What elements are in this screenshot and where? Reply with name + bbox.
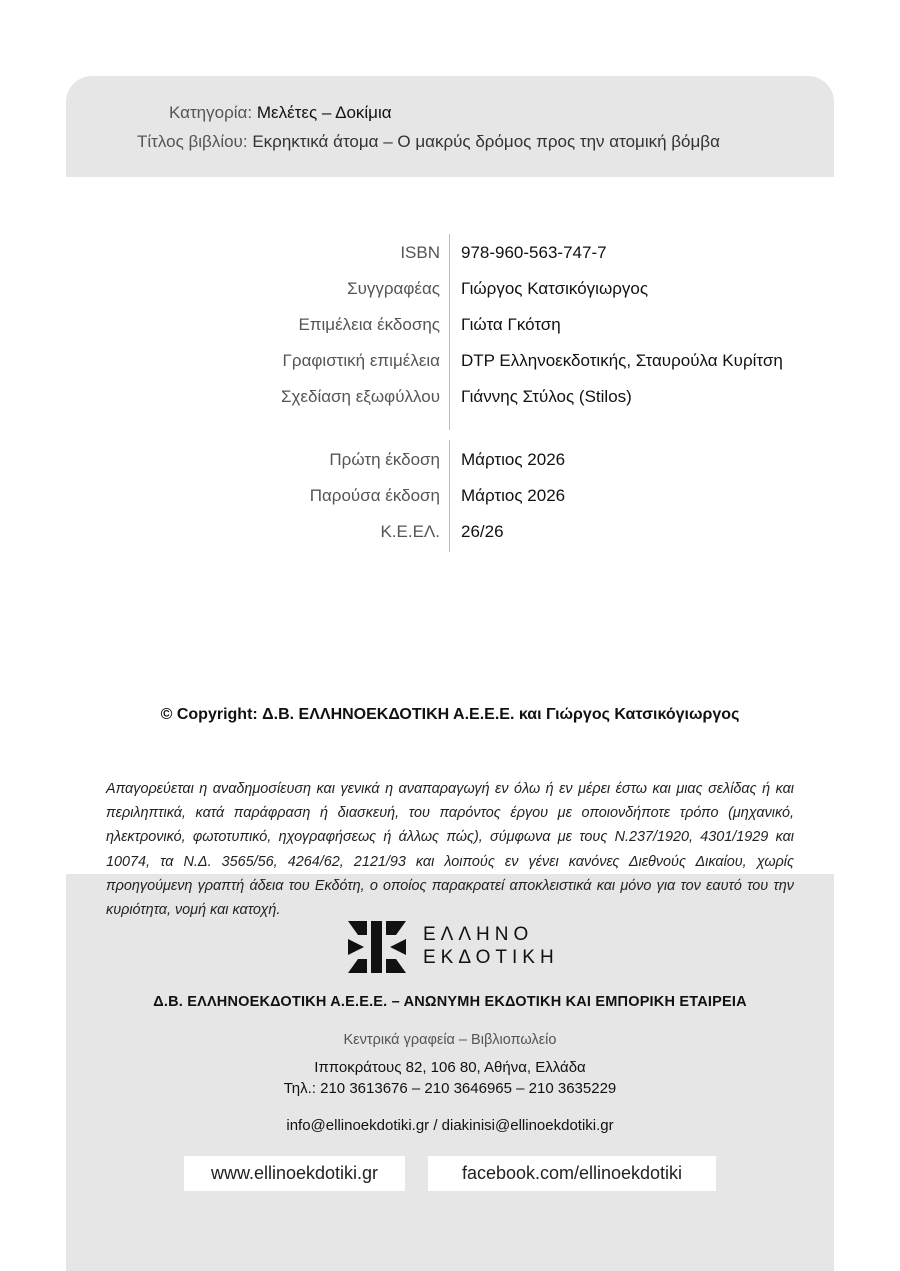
logo-text-line1: ΕΛΛΗΝΟ — [423, 924, 534, 945]
website-link[interactable]: www.ellinoekdotiki.gr — [184, 1156, 405, 1191]
edition-row-keel — [66, 516, 834, 552]
details-row-graphics — [66, 345, 834, 381]
publisher-footer — [66, 874, 834, 1271]
details-row-isbn — [66, 237, 834, 273]
category-value: Μελέτες – Δοκίμια — [256, 103, 392, 122]
edition-row-first — [66, 444, 834, 480]
phone-numbers: Τηλ.: 210 3613676 – 210 3646965 – 210 3635229 — [283, 1080, 617, 1097]
title-line — [137, 132, 720, 152]
graphics-label: Γραφιστική επιμέλεια — [282, 351, 440, 370]
isbn-label: ISBN — [400, 243, 440, 262]
details-panel — [66, 177, 834, 919]
cover-label: Σχεδίαση εξωφύλλου — [280, 387, 440, 406]
details-row-editor — [66, 309, 834, 345]
category-line — [169, 103, 392, 123]
colophon-card — [66, 76, 834, 1271]
office-label: Κεντρικά γραφεία – Βιβλιοπωλείο — [343, 1032, 557, 1048]
graphics-value: DTP Ελληνοεκδοτικής, Σταυρούλα Κυρίτση — [461, 351, 783, 370]
reproduction-disclaimer: Απαγορεύεται η αναδημοσίευση και γενικά η αναπαραγωγή εν όλω ή εν μέρει έστω και μιας σελίδας ή και περιληπτικά, κατά παράφραση ή διασκευή, του παρόντος έργου με οποιονδήποτε τρόπο (μηχανικό, ηλεκτρονικό, φωτοτυπικό, ηχογραφήσεως ή άλλως πώς), σύμφωνα με τους Ν.237/1920, 4301/1929 και 10074, τα Ν.Δ. 3565/56, 4264/62, 2121/93 και λοιπούς εν γένει κανόνες Διεθνούς Δικαίου, χωρίς προηγούμενη γραπτή άδεια του Εκδότη, ο οποίος παρακρατεί αποκλειστικά και μόνο για τον εαυτό του την κυριότητα, νομή και κατοχή. — [106, 781, 794, 919]
category-label: Κατηγορία: — [169, 103, 253, 122]
facebook-link[interactable]: facebook.com/ellinoekdotiki — [428, 1156, 716, 1191]
first-edition-label: Πρώτη έκδοση — [329, 450, 440, 469]
current-edition-label: Παρούσα έκδοση — [309, 486, 440, 505]
book-header — [66, 76, 834, 177]
title-value: Εκρηκτικά άτομα – Ο μακρύς δρόμος προς την ατομική βόμβα — [252, 132, 720, 151]
editor-label: Επιμέλεια έκδοσης — [298, 315, 440, 334]
edition-row-current — [66, 480, 834, 516]
keel-value: 26/26 — [461, 522, 504, 541]
logo-text-line2: ΕΚΔΟΤΙΚΗ — [423, 947, 559, 968]
address: Ιπποκράτους 82, 106 80, Αθήνα, Ελλάδα — [314, 1059, 586, 1076]
author-value: Γιώργος Κατσικόγιωργος — [461, 279, 649, 298]
details-row-author — [66, 273, 834, 309]
publisher-logo-icon — [348, 921, 406, 973]
email-addresses: info@ellinoekdotiki.gr / diakinisi@ellinoekdotiki.gr — [286, 1117, 614, 1134]
company-name: Δ.Β. ΕΛΛΗΝΟΕΚΔΟΤΙΚΗ Α.Ε.Ε.Ε. – ΑΝΩΝΥΜΗ ΕΚΔΟΤΙΚΗ ΚΑΙ ΕΜΠΟΡΙΚΗ ΕΤΑΙΡΕΙΑ — [153, 994, 747, 1010]
title-label: Τίτλος βιβλίου: — [137, 132, 248, 151]
author-label: Συγγραφέας — [347, 279, 440, 298]
current-edition-value: Μάρτιος 2026 — [461, 486, 566, 505]
cover-value: Γιάννης Στύλος (Stilos) — [461, 387, 632, 406]
copyright-notice: © Copyright: Δ.Β. ΕΛΛΗΝΟΕΚΔΟΤΙΚΗ Α.Ε.Ε.Ε. και Γιώργος Κατσικόγιωργος — [160, 706, 740, 723]
details-row-cover — [66, 381, 834, 417]
editor-value: Γιώτα Γκότση — [461, 315, 561, 334]
keel-label: Κ.Ε.ΕΛ. — [380, 522, 440, 541]
first-edition-value: Μάρτιος 2026 — [461, 450, 566, 469]
isbn-value: 978-960-563-747-7 — [461, 243, 607, 262]
